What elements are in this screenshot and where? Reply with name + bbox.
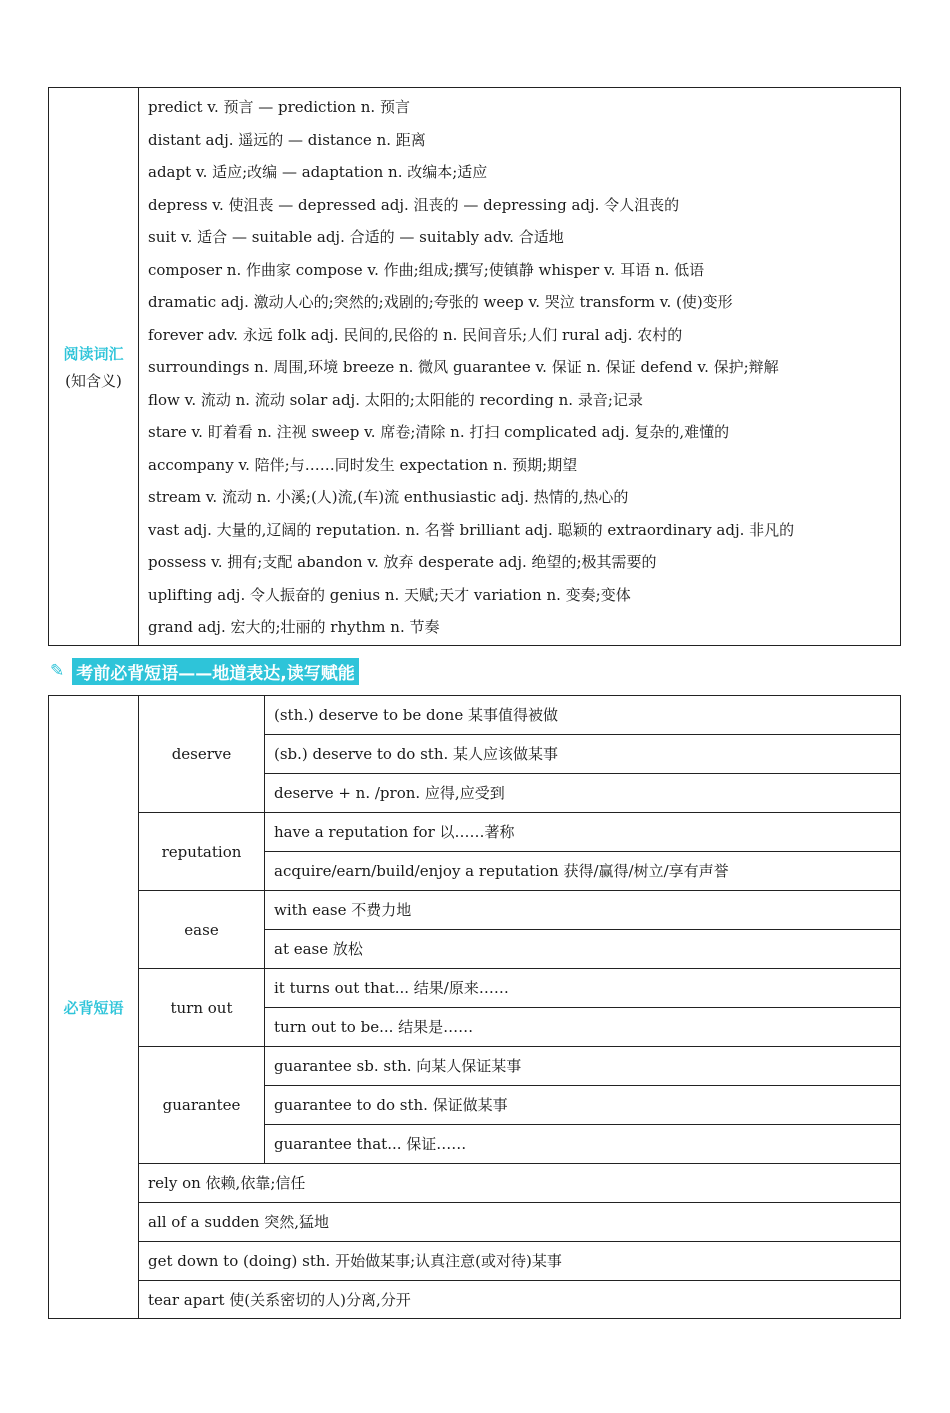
vocab-line: uplifting adj. 令人振奋的 genius n. 天赋;天才 variation n. 变奏;变体: [148, 585, 631, 604]
pencil-icon: ✎: [50, 661, 65, 681]
phrase-row: get down to (doing) sth. 开始做某事;认真注意(或对待)某事: [139, 1242, 900, 1281]
phrases-label: 必背短语: [63, 998, 124, 1017]
vocab-line: adapt v. 适应;改编 — adaptation n. 改编本;适应: [148, 163, 488, 181]
vocab-label: 阅读词汇: [63, 344, 124, 363]
vocab-line: dramatic adj. 激动人心的;突然的;戏剧的;夸张的 weep v. 哭泣 transform v. (使)变形: [148, 293, 733, 311]
vocab-table: [48, 87, 901, 646]
vocab-line: possess v. 拥有;支配 abandon v. 放弃 desperate adj. 绝望的;极其需要的: [148, 553, 657, 571]
vocab-line: predict v. 预言 — prediction n. 预言: [148, 98, 410, 116]
vocab-line: stare v. 盯着看 n. 注视 sweep v. 席卷;清除 n. 打扫 complicated adj. 复杂的,难懂的: [148, 423, 730, 441]
phrase-item: acquire/earn/build/enjoy a reputation 获得/赢得/树立/享有声誉: [274, 862, 729, 880]
phrase-row: rely on 依赖,依靠;信任: [139, 1164, 900, 1203]
vocab-line: depress v. 使沮丧 — depressed adj. 沮丧的 — depressing adj. 令人沮丧的: [148, 195, 680, 214]
vocab-line: forever adv. 永远 folk adj. 民间的,民俗的 n. 民间音乐;人们 rural adj. 农村的: [148, 325, 683, 344]
phrase-item: deserve + n. /pron. 应得,应受到: [274, 784, 505, 802]
phrase-group-ease: [139, 891, 900, 969]
vocab-line: vast adj. 大量的,辽阔的 reputation. n. 名誉 brilliant adj. 聪颖的 extraordinary adj. 非凡的: [148, 520, 795, 539]
vocab-line: stream v. 流动 n. 小溪;(人)流,(车)流 enthusiastic adj. 热情的,热心的: [148, 488, 629, 506]
phrase-group-head: ease: [139, 891, 265, 968]
phrase-group-head: turn out: [139, 969, 265, 1046]
phrase-item: at ease 放松: [274, 940, 363, 958]
phrase-group-deserve: [139, 696, 900, 813]
vocab-line: surroundings n. 周围,环境 breeze n. 微风 guarantee v. 保证 n. 保证 defend v. 保护;辩解: [148, 358, 779, 376]
phrase-group-reputation: [139, 813, 900, 891]
phrase-group-head: reputation: [139, 813, 265, 890]
vocab-sublabel: (知含义): [65, 371, 122, 390]
phrase-row: tear apart 使(关系密切的人)分离,分开: [148, 1291, 411, 1309]
vocab-line: grand adj. 宏大的;壮丽的 rhythm n. 节奏: [148, 618, 440, 636]
phrases-label-cell: [49, 696, 139, 1318]
vocab-lines: [148, 91, 894, 644]
vocab-label-cell: [49, 88, 139, 645]
phrase-group-turn-out: [139, 969, 900, 1047]
phrase-item: it turns out that... 结果/原来……: [265, 969, 900, 1008]
phrases-table: [48, 695, 901, 1319]
vocab-line: composer n. 作曲家 compose v. 作曲;组成;撰写;使镇静 whisper v. 耳语 n. 低语: [148, 260, 705, 279]
phrase-item: guarantee that... 保证……: [274, 1135, 467, 1153]
phrase-group-guarantee: [139, 1047, 900, 1164]
vocab-line: distant adj. 遥远的 — distance n. 距离: [148, 130, 426, 149]
phrase-item: guarantee to do sth. 保证做某事: [265, 1086, 900, 1125]
phrase-item: (sb.) deserve to do sth. 某人应该做某事: [265, 735, 900, 774]
section-heading: [50, 657, 359, 685]
phrase-group-head: guarantee: [139, 1047, 265, 1163]
phrase-item: turn out to be... 结果是……: [274, 1018, 474, 1036]
phrase-item: have a reputation for 以……著称: [265, 813, 900, 852]
phrase-row: all of a sudden 突然,猛地: [139, 1203, 900, 1242]
phrase-item: with ease 不费力地: [265, 891, 900, 930]
phrase-item: (sth.) deserve to be done 某事值得被做: [265, 696, 900, 735]
vocab-line: flow v. 流动 n. 流动 solar adj. 太阳的;太阳能的 recording n. 录音;记录: [148, 390, 643, 409]
section-title: 考前必背短语——地道表达,读写赋能: [72, 658, 358, 685]
phrase-group-head: deserve: [139, 696, 265, 812]
vocab-line: accompany v. 陪伴;与……同时发生 expectation n. 预期;期望: [148, 455, 578, 474]
vocab-line: suit v. 适合 — suitable adj. 合适的 — suitably adv. 合适地: [148, 228, 564, 246]
phrase-item: guarantee sb. sth. 向某人保证某事: [265, 1047, 900, 1086]
